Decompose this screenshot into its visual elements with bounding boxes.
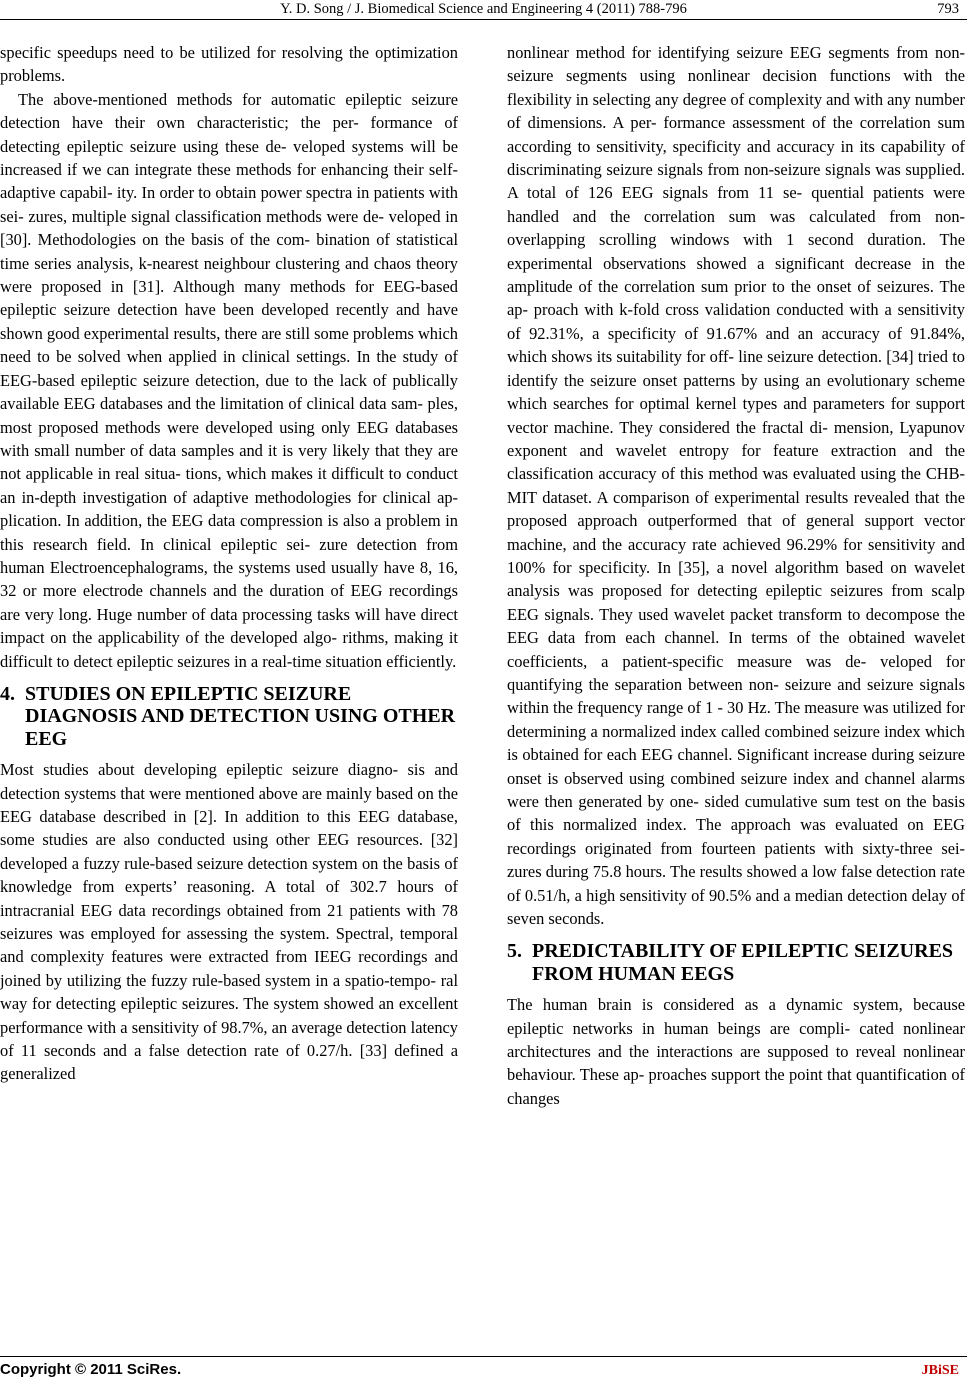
running-header: [0, 0, 967, 20]
right-column: [507, 41, 965, 1110]
header-divider: [0, 19, 967, 20]
section-5-number: 5.: [507, 940, 522, 963]
section-4-heading: [0, 683, 458, 750]
paragraph-continued-right: nonlinear method for identifying seizure EEG segments from non-seizure segments using nonlinear decision functions with the flexibility in selecting any degree of complexity and with any number of dimensions. A per- formance assessment of the correlation sum according to sensitivity, specificity and accuracy in its capability of discriminating seizure signals from non-seizure signals was supplied. A total of 126 EEG signals from 11 se- quential patients were handled and the correlation sum was calculated from non-overlapping scrolling windows with 1 second duration. The experimental observations showed a significant decrease in the amplitude of the correlation sum prior to the onset of seizures. The ap- proach with k-fold cross validation conducted with a sensitivity of 92.31%, a specificity of 91.67% and an accuracy of 91.84%, which shows its suitability for off- line seizure detection. [34] tried to identify the seizure onset patterns by using an evolutionary scheme which searches for optimal kernel types and parameters for support vector machine. They considered the fractal di- mension, Lyapunov exponent and wavelet entropy for feature extraction and the classification accuracy of this method was evaluated using the CHB-MIT dataset. A comparison of experimental results revealed that the proposed approach outperformed that of general support vector machine, and the accuracy rate achieved 96.29% for sensitivity and 100% for specificity. In [35], a novel algorithm based on wavelet analysis was proposed for detecting epileptic seizures from scalp EEG signals. They used wavelet packet transform to decompose the EEG data from each channel. In terms of the obtained wavelet coefficients, a patient-specific measure was de- veloped for quantifying the separation between non- seizure and seizure signals within the frequency range of 1 - 30 Hz. The measure was utilized for determining a normalized index called combined seizure index which is obtained for each EEG channel. Significant increase during seizure onset is observed using combined seizure index and channel alarms were then generated by one- sided cumulative sum test on the basis of this normalized index. The approach was evaluated on EEG recordings originated from fourteen patients with sixty-three sei- zures during 75.8 hours. The results showed a low false detection rate of 0.51/h, a high sensitivity of 90.5% and a median detection delay of seven seconds.: [507, 43, 965, 929]
footer-journal-name: JBiSE: [921, 1363, 959, 1378]
page-number: 793: [937, 1, 959, 17]
paragraph-continued: specific speedups need to be utilized for resolving the optimization problems.: [0, 43, 458, 86]
paragraph-section-5: The human brain is considered as a dynamic system, because epileptic networks in human beings are compli- cated nonlinear architectures and the interactions are supposed to reveal nonlinear behaviour. These ap- proaches support the point that quantification of changes: [507, 995, 965, 1108]
section-4-title: STUDIES ON EPILEPTIC SEIZURE DIAGNOSIS AND DETECTION USING OTHER EEG: [25, 682, 456, 750]
paragraph-section-4: Most studies about developing epileptic seizure diagno- sis and detection systems that were mentioned above are mainly based on the EEG database described in [2]. In addition to this EEG database, some studies are also conducted using other EEG resources. [32] developed a fuzzy rule-based seizure detection system on the basis of knowledge from experts’ reasoning. A total of 302.7 hours of intracranial EEG data recordings obtained from 21 patients with 78 seizures was employed for assessing the system. Spectral, temporal and complexity features were extracted from IEEG recordings and joined by utilizing the fuzzy rule-based system in a spatio-tempo- ral way for detecting epileptic seizures. The system showed an excellent performance with a sensitivity of 98.7%, an average detection latency of 11 seconds and a false detection rate of 0.27/h. [33] defined a generalized: [0, 760, 458, 1084]
paragraph-methods: The above-mentioned methods for automatic epileptic seizure detection have their own characteristic; the per- formance of detecting epileptic seizure using these de- veloped systems will be increased if we can integrate these methods for enhancing their self- adaptive capabil- ity. In order to obtain power spectra in patients with sei- zures, multiple signal classification methods were de- veloped in [30]. Methodologies on the basis of the com- bination of statistical time series analysis, k-nearest neighbour clustering and chaos theory were proposed in [31]. Although many methods for EEG-based epileptic seizure detection have been developed recently and have shown good experimental results, there are still some problems which need to be solved when applied in clinical settings. In the study of EEG-based epileptic seizure detection, due to the lack of publically available EEG databases and the limitation of clinical data sam- ples, most proposed methods were developed using only EEG databases with small number of data samples and it is very likely that they are not applicable in real situa- tions, which makes it difficult to conduct an in-depth investigation of adaptive methodologies for clinical ap- plication. In addition, the EEG data compression is also a problem in this research field. In clinical epileptic sei- zure detection from human Electroencephalograms, the systems used usually have 8, 16, 32 or more electrode channels and the duration of EEG recordings are very long. Huge number of data processing tasks will have direct impact on the applicability of the developed algo- rithms, making it difficult to detect epileptic seizures in a real-time situation efficiently.: [0, 89, 458, 671]
running-title: Y. D. Song / J. Biomedical Science and Engineering 4 (2011) 788-796: [280, 1, 687, 17]
footer-copyright: Copyright © 2011 SciRes.: [0, 1361, 182, 1378]
section-4-number: 4.: [0, 682, 15, 705]
section-5-heading: [507, 940, 965, 985]
section-5-title: PREDICTABILITY OF EPILEPTIC SEIZURES FROM HUMAN EEGS: [532, 940, 954, 985]
left-column: [0, 41, 458, 1086]
footer-divider: [0, 1356, 967, 1357]
